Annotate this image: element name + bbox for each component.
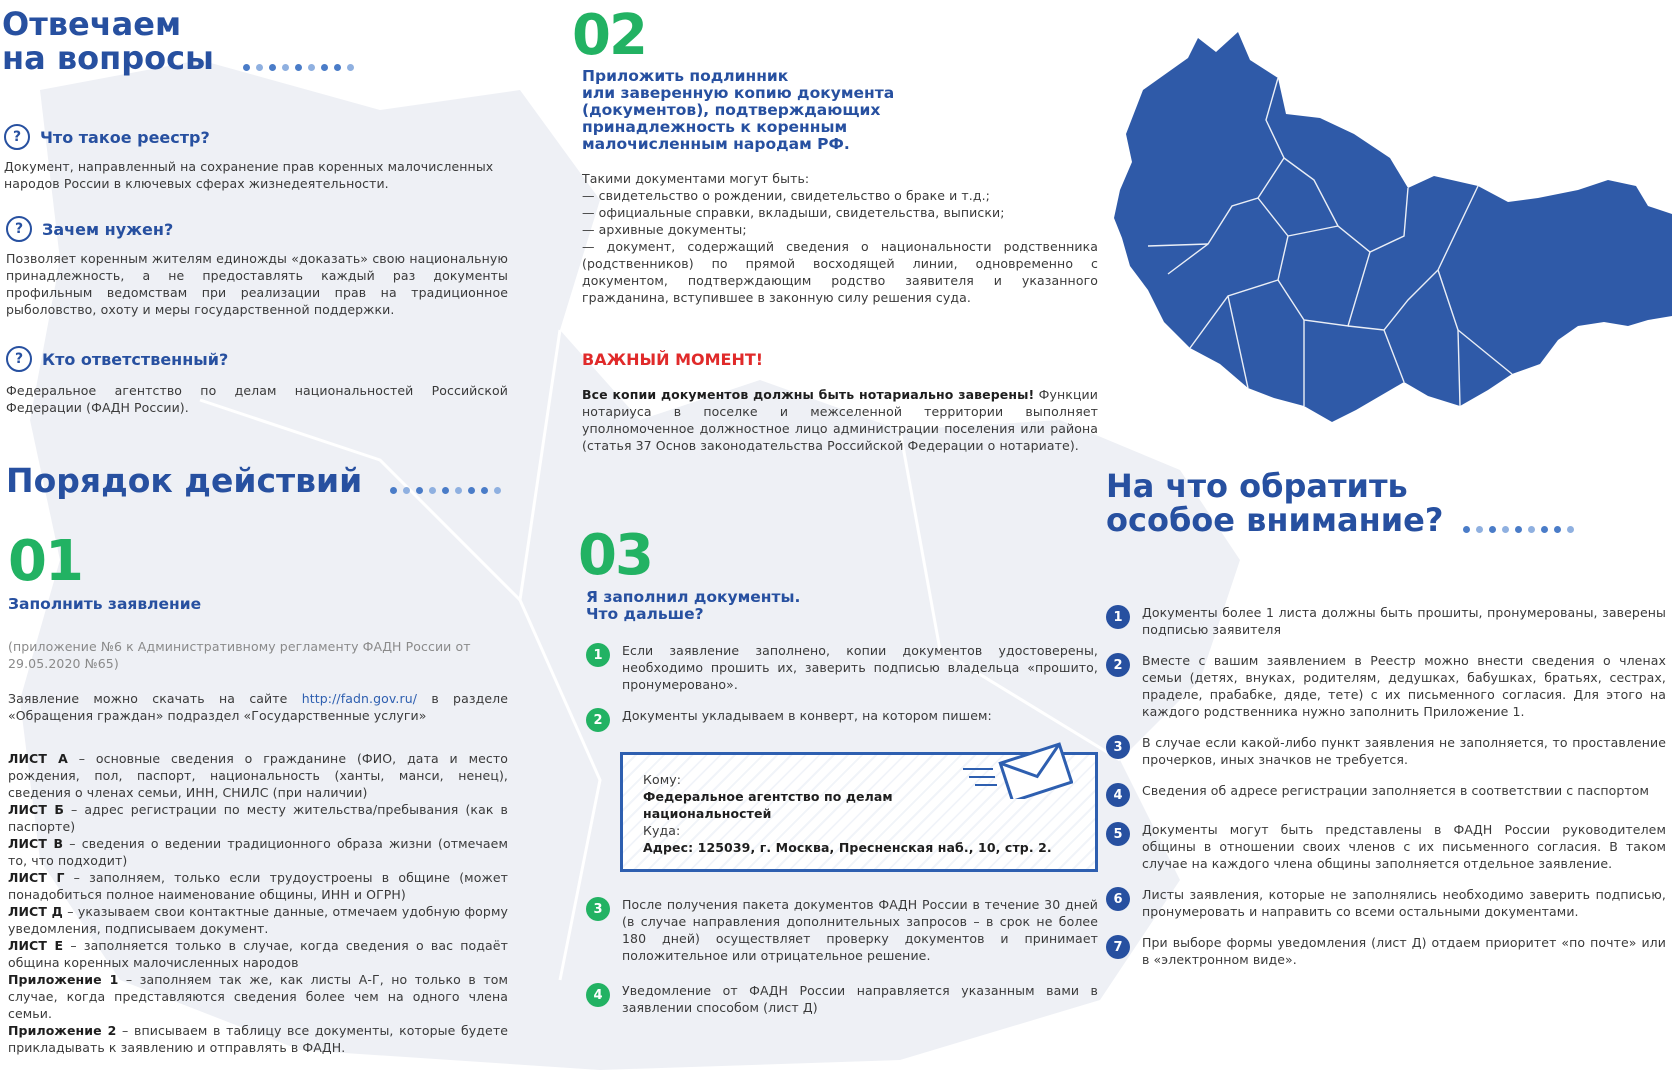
- faq-answer: Документ, направленный на сохранение прав коренных малочисленных народов России в ключевых сферах жизнедеятельности.: [4, 159, 494, 191]
- dots-decoration: [1463, 506, 1580, 538]
- sheet-item: Приложение 2 – вписываем в таблицу все документы, которые будете прикладывать к заявлению и отправлять в ФАДН.: [8, 1023, 508, 1055]
- document-item: — официальные справки, вкладыши, свидетельства, выписки;: [582, 205, 1005, 220]
- number-badge: 2: [586, 708, 610, 732]
- document-item: — свидетельство о рождении, свидетельство о браке и т.д.;: [582, 188, 990, 203]
- document-item: — документ, содержащий сведения о национальности родственника (родственников) по прямой восходящей линии, одновременно с документом, подтверждающим родство заявителя и указанного гражданина, вступившее в законную силу решения суда.: [582, 239, 1098, 305]
- step-01-note: (приложение №6 к Административному регламенту ФАДН России от 29.05.2020 №65): [8, 639, 471, 671]
- sheet-item: ЛИСТ В – сведения о ведении традиционного образа жизни (отмечаем то, что подходит): [8, 836, 509, 868]
- faq-item: [6, 216, 508, 318]
- faq-item: [6, 346, 508, 416]
- step-01-title: Заполнить заявление: [8, 595, 202, 613]
- document-item: — архивные документы;: [582, 222, 747, 237]
- attention-item: 1 Документы более 1 листа должны быть прошиты, пронумерованы, заверены подписью заявителя: [1106, 604, 1666, 638]
- important-text: Все копии документов должны быть нотариально заверены! Функции нотариуса в поселке и межселенной территории выполняет уполномоченное должностное лицо администрации поселения или района (статья 37 Основ законодательства Российской Федерации о нотариате).: [582, 387, 1098, 453]
- attention-item: 7 При выборе формы уведомления (лист Д) отдаем приоритет «по почте» или в «электронном виде».: [1106, 934, 1666, 968]
- number-badge: 3: [586, 897, 610, 921]
- envelope-address: Кому: Федеральное агентство по делам национальностей Куда: Адрес: 125039, г. Москва, Пресненская наб., 10, стр. 2.: [620, 752, 1098, 872]
- sheet-item: ЛИСТ А – основные сведения о гражданине (ФИО, дата и место рождения, пол, паспорт, национальность (ханты, манси, ненец), сведения о членах семьи, ИНН, СНИЛС (при наличии): [8, 751, 508, 800]
- number-badge: 1: [1106, 605, 1130, 629]
- step-03-list: [586, 642, 1098, 746]
- step-02-number: 02: [572, 3, 646, 68]
- faq-question: Что такое реестр?: [40, 127, 210, 147]
- question-icon: ?: [6, 346, 32, 372]
- faq-question: Зачем нужен?: [42, 219, 174, 239]
- envelope-icon: [963, 739, 1073, 799]
- faq-title: Отвечаем на вопросы: [2, 8, 360, 76]
- attention-title: На что обратить особое внимание?: [1106, 470, 1580, 538]
- order-title: Порядок действий: [6, 464, 507, 499]
- number-badge: 7: [1106, 935, 1130, 959]
- number-badge: 4: [586, 983, 610, 1007]
- number-badge: 1: [586, 643, 610, 667]
- step-02-documents: Такими документами могут быть: — свидетельство о рождении, свидетельство о браке и т.д.; — официальные справки, вкладыши, свидетельства, выписки; — архивные документы; — документ, содержащий сведения о национальности родственника (родственников) по прямой восходящей линии, одновременно с документом, подтверждающим родство заявителя и указанного гражданина, вступившее в законную силу решения суда.: [582, 171, 1098, 305]
- sheet-item: ЛИСТ Г – заполняем, только если трудоустроены в общине (может понадобиться полное наименование общины, ИНН и ОГРН): [8, 870, 508, 902]
- dots-decoration: [390, 466, 507, 499]
- dots-decoration: [243, 44, 360, 76]
- step-03-item: 3 После получения пакета документов ФАДН России в течение 30 дней (в случае направления дополнительных запросов – в срок не более 180 дней) осуществляет проверку документов и принимает положительное или отрицательное решение.: [586, 896, 1098, 964]
- step-03-item: 1 Если заявление заполнено, копии документов удостоверены, необходимо прошить их, заверить подписью владельца «прошито, пронумеровано».: [586, 642, 1098, 693]
- faq-answer: Позволяет коренным жителям единожды «доказать» свою национальную принадлежность, а не предоставлять каждый раз документы профильным ведомствам при реализации прав на традиционное рыболовство, охоту и меры государственной поддержки.: [6, 251, 508, 317]
- number-badge: 5: [1106, 822, 1130, 846]
- number-badge: 3: [1106, 735, 1130, 759]
- number-badge: 6: [1106, 887, 1130, 911]
- attention-item: 3 В случае если какой-либо пункт заявления не заполняется, то проставление прочерков, иных значков не требуется.: [1106, 734, 1666, 768]
- faq-answer: Федеральное агентство по делам национальностей Российской Федерации (ФАДН России).: [6, 383, 508, 415]
- question-icon: ?: [4, 124, 30, 150]
- question-icon: ?: [6, 216, 32, 242]
- important-title: ВАЖНЫЙ МОМЕНТ!: [582, 350, 764, 369]
- step-03-item: 4 Уведомление от ФАДН России направляется указанным вами в заявлении способом (лист Д): [586, 982, 1098, 1016]
- region-map: [1108, 30, 1672, 430]
- attention-item: 2 Вместе с вашим заявлением в Реестр можно внести сведения о членах семьи (детях, внуках, родителям, дедушках, бабушках, братьях, сестрах, праделе, прабабке, дяде, тете) с их письменного согласия. Для этого на каждого родственника нужно заполнить Приложение 1.: [1106, 652, 1666, 720]
- step-01-download: Заявление можно скачать на сайте http://fadn.gov.ru/ в разделе «Обращения граждан» подраздел «Государственные услуги»: [8, 691, 508, 723]
- fadn-link[interactable]: http://fadn.gov.ru/: [301, 691, 418, 706]
- attention-item: 6 Листы заявления, которые не заполнялись необходимо заверить подписью, пронумеровать и направить со всеми остальными документами.: [1106, 886, 1666, 920]
- attention-list: [1106, 604, 1666, 968]
- attention-item: 4 Сведения об адресе регистрации заполняется в соответствии с паспортом: [1106, 782, 1666, 807]
- step-01-number: 01: [8, 529, 82, 594]
- sheet-item: Приложение 1 – заполняем так же, как листы А-Г, но только в том случае, когда представляются сведения более чем на одного члена семьи.: [8, 972, 508, 1021]
- attention-item: 5 Документы могут быть представлены в ФАДН России руководителем общины в отношении своих членов с их письменного согласия. В таком случае на каждого члена общины заполняется отдельное заявление.: [1106, 821, 1666, 872]
- sheets-list: [8, 750, 508, 1056]
- step-02-title: Приложить подлинник или заверенную копию документа (документов), подтверждающих принадлежность к коренным малочисленным народам РФ.: [582, 67, 895, 153]
- sheet-item: ЛИСТ Б – адрес регистрации по месту жительства/пребывания (как в паспорте): [8, 802, 508, 834]
- faq-item: [4, 124, 508, 192]
- step-03-list-continued: [586, 896, 1098, 1030]
- step-03-item: 2 Документы укладываем в конверт, на котором пишем:: [586, 707, 1098, 732]
- number-badge: 4: [1106, 783, 1130, 807]
- step-03-title: Я заполнил документы. Что дальше?: [586, 588, 801, 623]
- number-badge: 2: [1106, 653, 1130, 677]
- sheet-item: ЛИСТ Д – указываем свои контактные данные, отмечаем удобную форму уведомления, подписываем документ.: [8, 904, 508, 936]
- faq-question: Кто ответственный?: [42, 349, 229, 369]
- sheet-item: ЛИСТ Е – заполняется только в случае, когда сведения о вас подаёт община коренных малочисленных народов: [8, 938, 508, 970]
- step-03-number: 03: [578, 523, 652, 588]
